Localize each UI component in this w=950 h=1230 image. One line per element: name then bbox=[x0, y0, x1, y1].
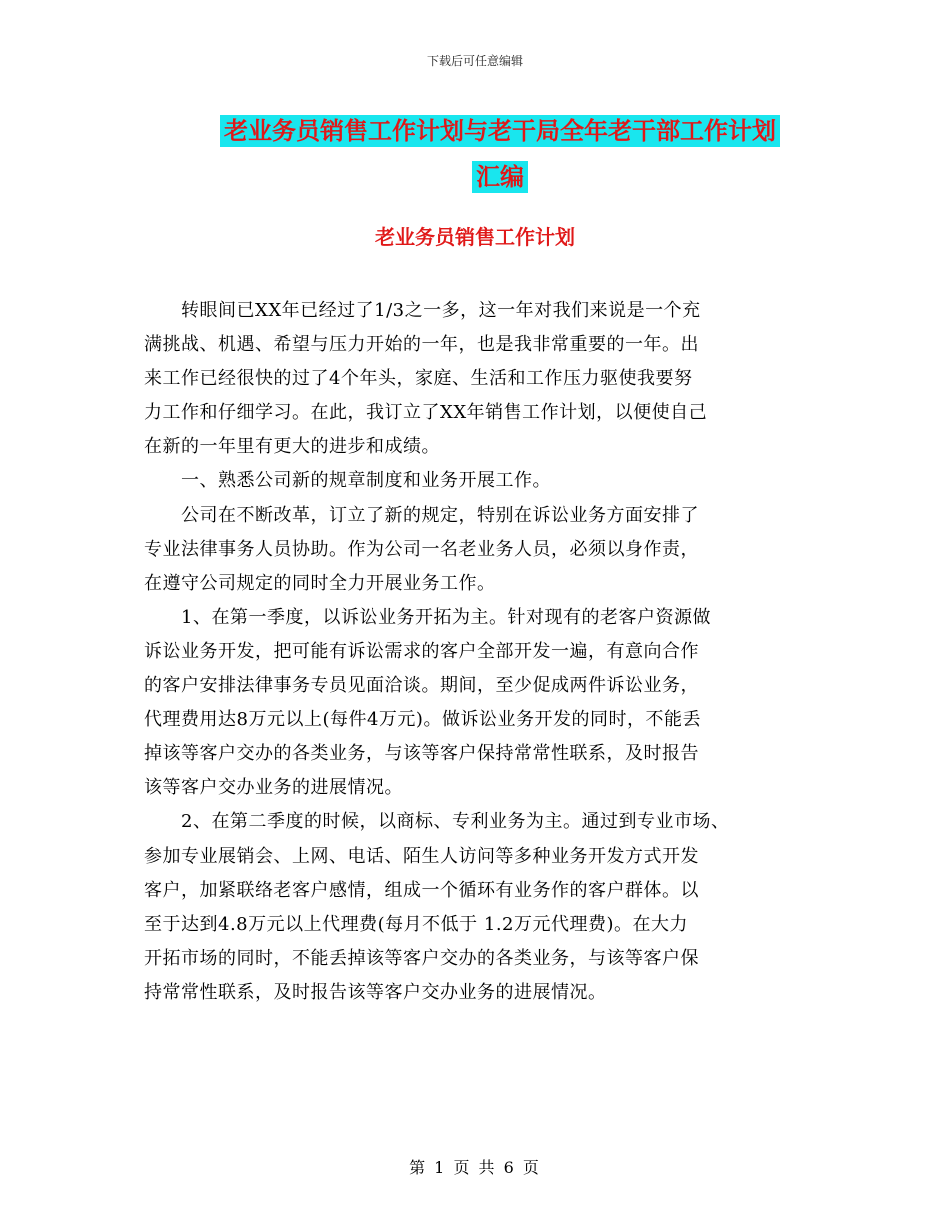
text-line: 该等客户交办业务的进展情况。 bbox=[144, 777, 403, 799]
title-line-2: 汇编 bbox=[472, 161, 528, 193]
page-header: 下载后可任意编辑 bbox=[426, 54, 523, 68]
text-line: 满挑战、机遇、希望与压力开始的一年，也是我非常重要的一年。出 bbox=[144, 334, 699, 356]
text-line: 诉讼业务开发，把可能有诉讼需求的客户全部开发一遍，有意向合作 bbox=[144, 640, 699, 662]
text-line: 的客户安排法律事务专员见面洽谈。期间，至少促成两件诉讼业务， bbox=[144, 675, 699, 697]
text-line: 1、在第一季度，以诉讼业务开拓为主。针对现有的老客户资源做 bbox=[144, 606, 711, 628]
text-line: 开拓市场的同时，不能丢掉该等客户交办的各类业务，与该等客户保 bbox=[144, 947, 699, 969]
text-line: 客户，加紧联络老客户感情，组成一个循环有业务作的客户群体。以 bbox=[144, 879, 699, 901]
section-title: 老业务员销售工作计划 bbox=[375, 225, 575, 249]
text-line: 来工作已经很快的过了4个年头，家庭、生活和工作压力驱使我要努 bbox=[144, 368, 693, 390]
text-line: 2、在第二季度的时候，以商标、专利业务为主。通过到专业市场、 bbox=[144, 811, 730, 833]
document-title bbox=[190, 108, 810, 200]
text-line: 力工作和仔细学习。在此，我订立了XX年销售工作计划，以便使自己 bbox=[144, 402, 708, 424]
text-line: 掉该等客户交办的各类业务，与该等客户保持常常性联系，及时报告 bbox=[144, 743, 699, 765]
text-line: 转眼间已XX年已经过了1/3之一多，这一年对我们来说是一个充 bbox=[144, 300, 701, 321]
text-line: 持常常性联系，及时报告该等客户交办业务的进展情况。 bbox=[144, 981, 607, 1003]
text-line: 至于达到4.8万元以上代理费(每月不低于 1.2万元代理费)。在大力 bbox=[144, 913, 689, 935]
text-line: 公司在不断改革，订立了新的规定，特别在诉讼业务方面安排了 bbox=[144, 504, 699, 526]
title-line-1: 老业务员销售工作计划与老干局全年老干部工作计划 bbox=[220, 115, 780, 147]
text-line: 一、熟悉公司新的规章制度和业务开展工作。 bbox=[144, 470, 551, 492]
text-line: 在遵守公司规定的同时全力开展业务工作。 bbox=[144, 572, 496, 594]
text-line: 专业法律事务人员协助。作为公司一名老业务人员，必须以身作责， bbox=[144, 538, 699, 560]
body-text bbox=[144, 294, 834, 1010]
text-line: 参加专业展销会、上网、电话、陌生人访问等多种业务开发方式开发 bbox=[144, 845, 699, 867]
text-line: 代理费用达8万元以上(每件4万元)。做诉讼业务开发的同时，不能丢 bbox=[144, 709, 701, 731]
text-line: 在新的一年里有更大的进步和成绩。 bbox=[144, 436, 440, 458]
page-number: 第 1 页 共 6 页 bbox=[409, 1158, 541, 1177]
